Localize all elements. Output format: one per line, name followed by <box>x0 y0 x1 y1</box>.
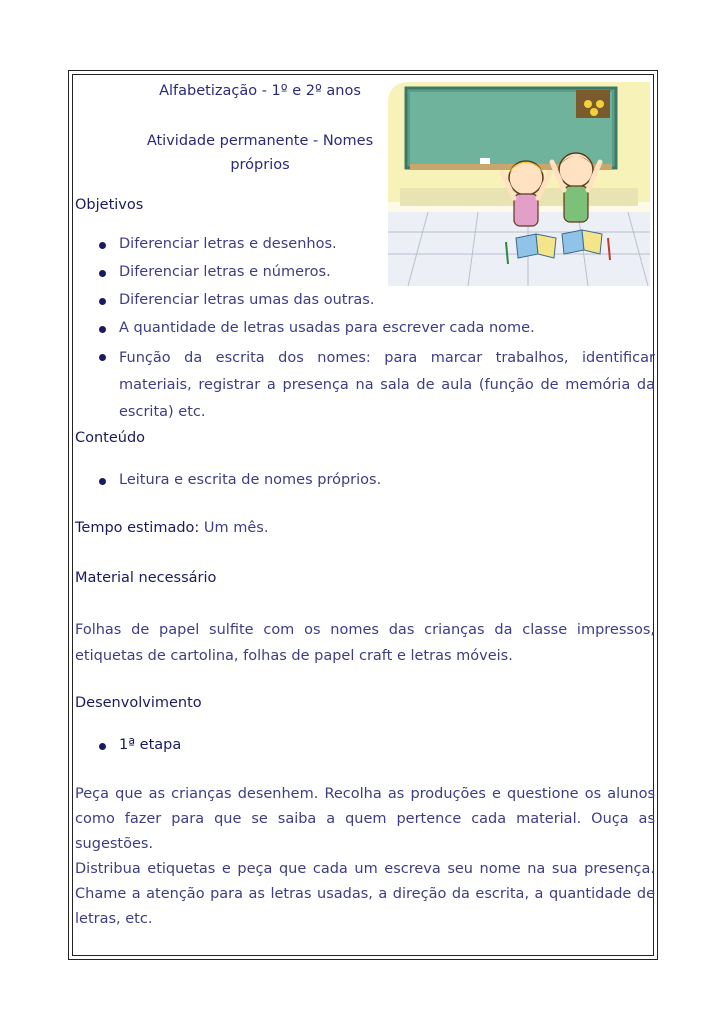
header-subtitle-continuation: próprios <box>230 157 290 173</box>
list-item: 1ª etapa <box>75 734 655 757</box>
conteudo-list <box>75 469 655 492</box>
tempo-label: Tempo estimado: <box>75 520 200 536</box>
material-text: Folhas de papel sulfite com os nomes das crianças da classe impressos, etiquetas de cartolina, folhas de papel craft e letras móveis. <box>75 622 655 664</box>
list-item: Leitura e escrita de nomes próprios. <box>75 469 655 492</box>
desenvolvimento-paragraph-1: Peça que as crianças desenhem. Recolha as produções e questione os alunos como fazer para que se saiba a quem pertence cada material. Ouça as sugestões. <box>75 786 655 852</box>
list-item: Diferenciar letras umas das outras. <box>75 289 655 317</box>
conteudo-heading: Conteúdo <box>75 430 146 446</box>
list-item: Função da escrita dos nomes: para marcar trabalhos, identificar materiais, registrar a presença na sala de aula (função de memória da escrita) etc. <box>75 345 655 426</box>
desenvolvimento-heading: Desenvolvimento <box>75 695 202 711</box>
header-subtitle: Atividade permanente - Nomes <box>146 133 374 149</box>
list-item: A quantidade de letras usadas para escrever cada nome. <box>75 317 655 345</box>
desenvolvimento-list <box>75 734 655 757</box>
desenvolvimento-paragraph-2: Distribua etiquetas e peça que cada um escreva seu nome na sua presença. Chame a atenção para as letras usadas, a direção da escrita, a quantidade de letras, etc. <box>75 861 655 927</box>
list-item: Diferenciar letras e números. <box>75 261 655 289</box>
tempo-estimado <box>75 517 268 540</box>
header-title: Alfabetização - 1º e 2º anos <box>159 83 361 99</box>
tempo-value: Um mês. <box>203 520 269 536</box>
objetivos-list <box>75 233 655 426</box>
list-item: Diferenciar letras e desenhos. <box>75 233 655 261</box>
material-heading: Material necessário <box>75 570 217 586</box>
objetivos-heading: Objetivos <box>75 197 144 213</box>
